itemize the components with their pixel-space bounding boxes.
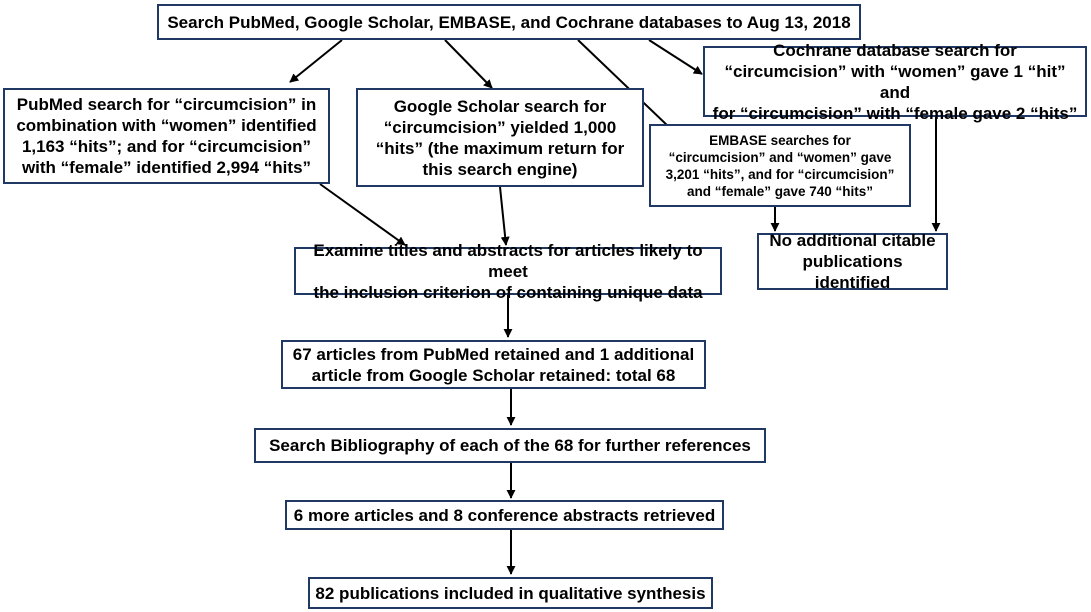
more-articles-text: 6 more articles and 8 conference abstracts retrieved — [293, 505, 716, 525]
more-articles-box — [285, 500, 724, 530]
arrow-google-to-examine — [500, 187, 506, 245]
search-databases-text: Search PubMed, Google Scholar, EMBASE, and Cochrane databases to Aug 13, 2018 — [167, 12, 851, 32]
articles-retained-box — [281, 340, 706, 389]
publications-included-text: 82 publications included in qualitative synthesis — [315, 583, 706, 603]
no-additional-box — [757, 233, 948, 290]
embase-search-box — [649, 124, 911, 207]
arrow-search-to-google — [445, 40, 492, 88]
arrow-search-to-pubmed — [290, 40, 342, 82]
examine-abstracts-text: Examine titles and abstracts for articles likely to meet the inclusion criterion of containing unique data — [313, 240, 703, 302]
pubmed-search-box — [3, 88, 330, 184]
bibliography-search-box — [254, 428, 766, 463]
search-databases-box — [157, 4, 861, 40]
examine-abstracts-box — [294, 240, 722, 302]
cochrane-search-box — [703, 40, 1087, 123]
pubmed-search-text: PubMed search for “circumcision” in combination with “women” identified 1,163 “hits”; and for “circumcision” with “female” identified 2,994 “hits” — [16, 95, 317, 177]
cochrane-search-text: Cochrane database search for “circumcision” with “women” gave 1 “hit” and for “circumcision” with “female gave 2 “hits” — [712, 40, 1078, 123]
no-additional-text: No additional citable publications identified — [769, 231, 936, 292]
publications-included-box — [308, 577, 713, 609]
arrow-search-to-cochrane — [649, 40, 702, 74]
google-scholar-box — [356, 88, 644, 187]
bibliography-search-text: Search Bibliography of each of the 68 for further references — [269, 436, 751, 455]
articles-retained-text: 67 articles from PubMed retained and 1 additional article from Google Scholar retained: total 68 — [292, 344, 695, 385]
embase-search-text: EMBASE searches for “circumcision” and “women” gave 3,201 “hits”, and for “circumcision” and “female” gave 740 “hits” — [665, 132, 895, 199]
arrow-pubmed-to-examine — [320, 184, 405, 245]
google-scholar-text: Google Scholar search for “circumcision” yielded 1,000 “hits” (the maximum return for this search engine) — [375, 96, 625, 179]
